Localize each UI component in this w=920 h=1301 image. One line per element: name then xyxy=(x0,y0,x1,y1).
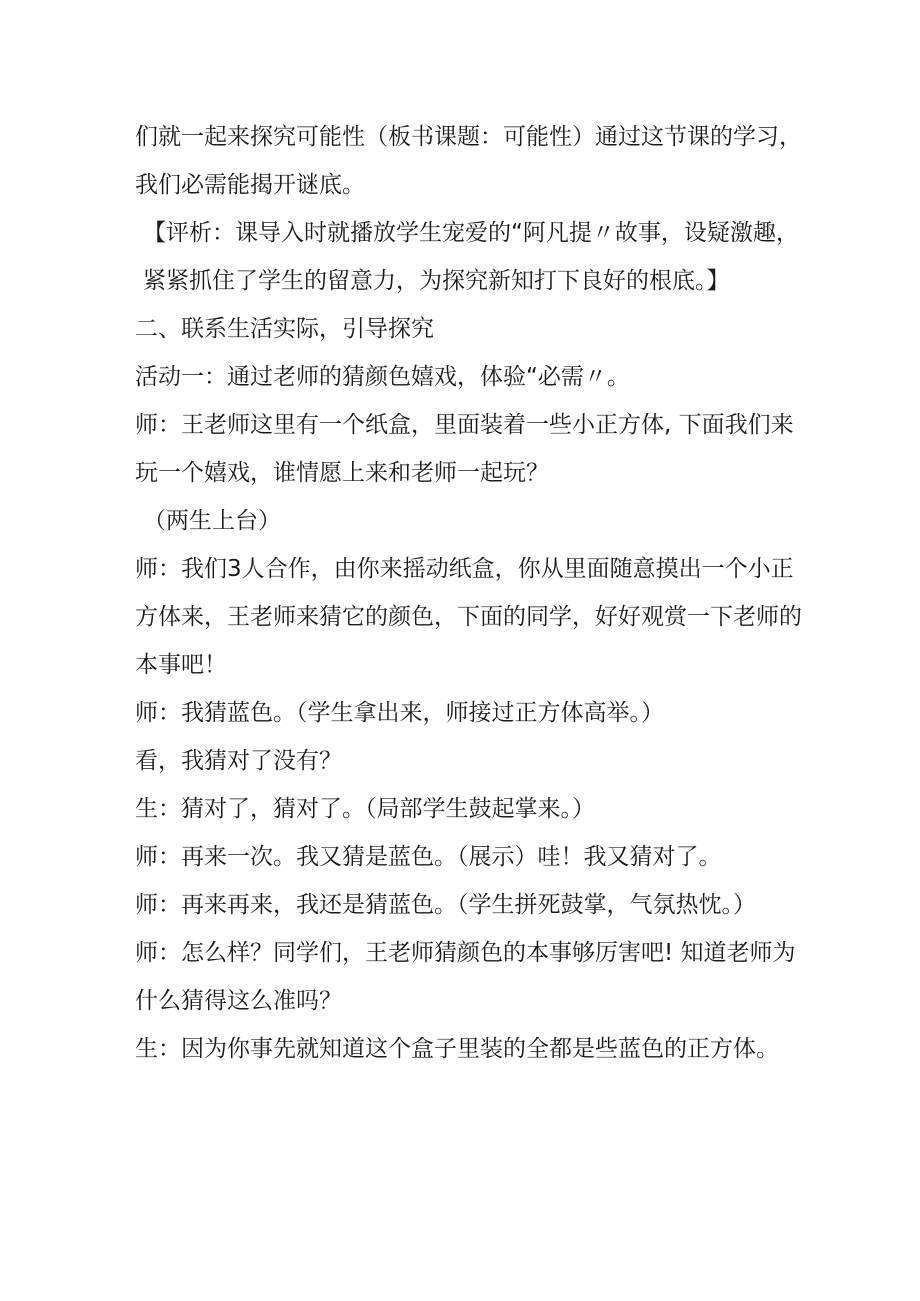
paragraph-teacher-guess-blue: 师：我猜蓝色。（学生拿出来，师接过正方体高举。） xyxy=(135,700,664,726)
paragraph-teacher-rules: 师：我们3人合作，由你来摇动纸盒，你从里面随意摸出一个小正方体来，王老师来猜它的颜色，下面的同学，好好观赏一下老师的本事吧！ xyxy=(135,556,802,678)
paragraph-teacher-box: 师：王老师这里有一个纸盒，里面装着一些小正方体, 下面我们来玩一个嬉戏，谁情愿上来和老师一起玩？ xyxy=(135,412,794,486)
paragraph-intro: 们就一起来探究可能性（板书课题：可能性）通过这节课的学习，我们必需能揭开谜底。 xyxy=(135,124,802,198)
document-body xyxy=(135,113,810,1073)
paragraph-student-answer: 生：因为你事先就知道这个盒子里装的全都是些蓝色的正方体。 xyxy=(135,1036,779,1062)
paragraph-commentary: 【评析：课导入时就播放学生宠爱的“阿凡提〃故事，设疑激趣，紧紧抓住了学生的留意力，为探究新知打下良好的根底。】 xyxy=(143,220,799,294)
paragraph-look: 看，我猜对了没有？ xyxy=(135,748,342,774)
paragraph-teacher-again-again: 师：再来再来，我还是猜蓝色。（学生拼死鼓掌，气氛热忱。） xyxy=(135,892,756,918)
paragraph-teacher-question: 师：怎么样？同学们，王老师猜颜色的本事够厉害吧! 知道老师为什么猜得这么准吗？ xyxy=(135,940,796,1014)
paragraph-activity-one: 活动一：通过老师的猜颜色嬉戏，体验“必需〃。 xyxy=(135,364,630,390)
paragraph-students-stage: （两生上台） xyxy=(143,508,281,534)
paragraph-student-correct: 生：猜对了，猜对了。（局部学生鼓起掌来。） xyxy=(135,796,595,822)
section-heading: 二、联系生活实际，引导探究 xyxy=(135,316,434,342)
paragraph-teacher-again: 师：再来一次。我又猜是蓝色。（展示）哇！我又猜对了。 xyxy=(135,844,722,870)
